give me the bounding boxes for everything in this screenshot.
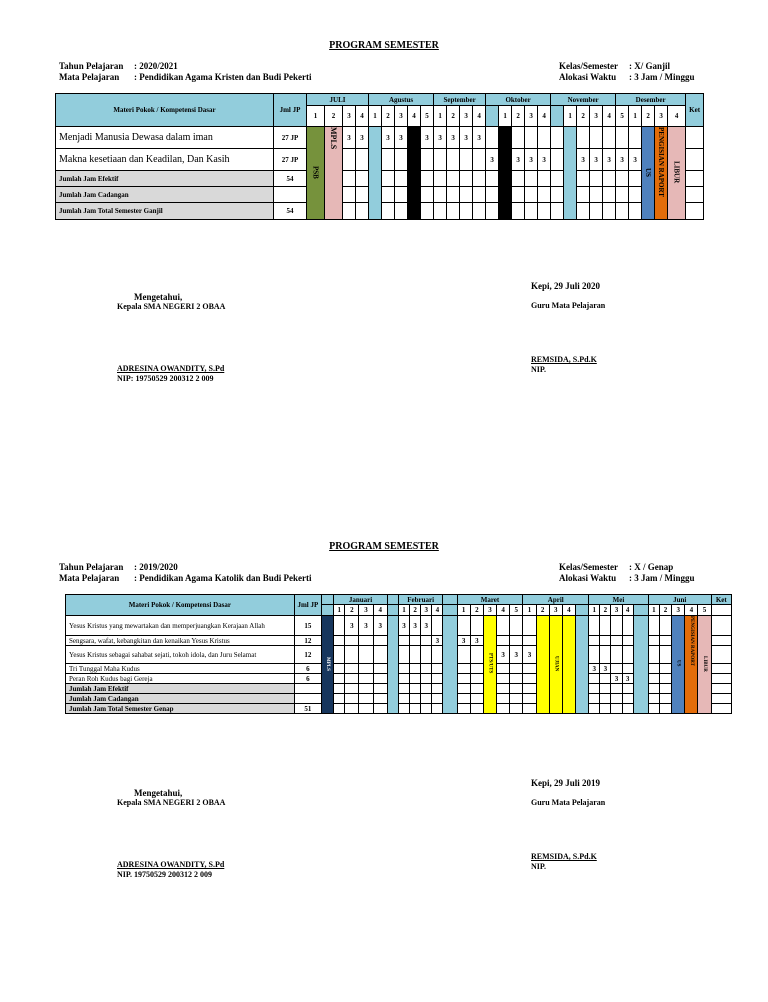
- month-juli: JULI: [307, 94, 369, 106]
- alokasi-label: Alokasi Waktu: [559, 72, 617, 82]
- ganjil-sign-right: Kepi, 29 Juli 2020 Guru Mata Pelajaran REMSIDA, S.Pd.K NIP.: [531, 281, 606, 374]
- uts-block: PTS/UTS: [483, 616, 496, 714]
- mapel-value: : Pendidikan Agama Kristen dan Budi Pekerti: [134, 72, 312, 82]
- genap-info-right: Kelas/Semester : X / Genap Alokasi Waktu : 3 Jam / Minggu: [559, 562, 695, 583]
- month-desember: Desember: [616, 94, 686, 106]
- tahun-label: Tahun Pelajaran: [59, 61, 124, 71]
- month-oktober: Oktober: [486, 94, 551, 106]
- materi-name: Makna kesetiaan dan Keadilan, Dan Kasih: [56, 149, 274, 171]
- table-row: Tri Tunggal Maha Kudus 6 3 3: [66, 664, 732, 674]
- table-row: Yesus Kristus sebagai sahabat sejati, tokoh idola, dan Juru Selamat 12 3 3 3: [66, 646, 732, 664]
- mpls-block: MPLS: [325, 127, 343, 220]
- mapel-label: Mata Pelajaran: [59, 72, 120, 82]
- rapor-block: PENGISIAN RAPORT: [655, 127, 668, 220]
- month-agustus: Agustus: [369, 94, 434, 106]
- genap-sign-left: Mengetahui, Kepala SMA NEGERI 2 OBAA ADRESINA OWANDITY, S.Pd NIP. 19750529 200312 2 009: [117, 788, 226, 879]
- tahun-value: : 2020/2021: [134, 61, 178, 71]
- ganjil-info-left: [59, 61, 312, 83]
- kelas-value: : X/ Ganjil: [629, 61, 671, 71]
- ganjil-title: PROGRAM SEMESTER: [329, 40, 439, 51]
- table-row: Jumlah Jam Total Semester Genap 51: [66, 704, 732, 714]
- table-row: Jumlah Jam Efektif 54: [56, 171, 745, 187]
- table-row: Jumlah Jam Total Semester Ganjil 54: [56, 203, 745, 220]
- materi-jp: 27 JP: [274, 149, 307, 171]
- month-november: November: [551, 94, 616, 106]
- rapor-block: PENGISIAN RAPORT: [685, 616, 698, 714]
- ganjil-sign-left: Mengetahui, Kepala SMA NEGERI 2 OBAA ADRESINA OWANDITY, S.Pd NIP: 19750529 200312 2 009: [117, 292, 226, 383]
- psb-block: PSB: [307, 127, 325, 220]
- ganjil-info-right: [559, 61, 695, 83]
- table-row: Jumlah Jam Efektif: [66, 684, 732, 694]
- materi-jp: 27 JP: [274, 127, 307, 149]
- genap-title: PROGRAM SEMESTER: [329, 541, 439, 552]
- ganjil-schedule-table: Materi Pokok / Kompetensi Dasar Jml JP JULI Agustus September Oktober November Desember Ket 1 2 3 4 1 2 3 4 5 1 2 3 4 1 2 3 4 1 2 3 4 5 1 2 3 4 Menjadi Manusia Dewasa dalam iman 27 JP PSB MPLS 3 3 3 3 3 3 3 3 3 US PENGISIAN RAPORT LIBUR Makna kesetiaan dan Keadilan, Dan Kasih 27 JP 3 3 3 3 3 3 3 3 3 Jumlah Jam Efektif 54 Jumlah Jam Cadangan Jumlah Jam Total Semester Ganjil 54: [55, 93, 745, 220]
- genap-info-left: Tahun Pelajaran : 2019/2020 Mata Pelajaran : Pendidikan Agama Katolik dan Budi Pekerti: [59, 562, 312, 583]
- table-row: Jumlah Jam Cadangan: [56, 187, 745, 203]
- us-block: US: [642, 127, 655, 220]
- head-materi: Materi Pokok / Kompetensi Dasar: [56, 94, 274, 127]
- table-row: Yesus Kristus yang mewartakan dan memperjuangkan Kerajaan Allah 15 MPLS 3 3 3 3 3 3 PTS/UTS UJIAN US PENGISIAN RAPORT LIBUR: [66, 616, 732, 636]
- table-row: Sengsara, wafat, kebangkitan dan kenaikan Yesus Kristus 12 3 3 3: [66, 636, 732, 646]
- table-row: Makna kesetiaan dan Keadilan, Dan Kasih 27 JP 3 3 3 3 3 3 3 3 3: [56, 149, 745, 171]
- ujian-block: UJIAN: [549, 616, 562, 714]
- libur-block: LIBUR: [698, 616, 711, 714]
- genap-schedule-table: Materi Pokok / Kompetensi Dasar Jml JP Januari Februari Maret April Mei Juni Ket 1 2 3 4 1 2 3 4 1 2 3 4 5 1 2 3 4 1 2 3 4 1 2 3 4 5 Yesus Kristus yang mewartakan dan memperjuangkan Kerajaan Allah 15 MPLS 3 3 3 3 3 3 PTS/UTS UJIAN US PENGISIAN RAPORT LIBUR Sengsara, wafat, kebangkitan dan kenaikan Yesus Kristus 12 3 3 3 Yesus Kristus sebagai sahabat sejati, tokoh idola, dan Juru Selamat 12 3 3 3 Tri Tunggal Maha Kudus 6 3 3 Peran Roh Kudus bagi Gereja 6 3 3 Jumlah Jam Efektif Jumlah Jam Cadangan Jumlah Jam Total Semester Genap 51: [65, 594, 732, 714]
- head-ket: Ket: [686, 94, 704, 127]
- mpls-block: MPLS: [322, 616, 334, 714]
- libur-block: LIBUR: [668, 127, 686, 220]
- month-september: September: [434, 94, 486, 106]
- head-jml: Jml JP: [274, 94, 307, 127]
- alokasi-value: : 3 Jam / Minggu: [629, 72, 695, 82]
- genap-sign-right: Kepi, 29 Juli 2019 Guru Mata Pelajaran REMSIDA, S.Pd.K NIP.: [531, 778, 606, 871]
- table-row: Menjadi Manusia Dewasa dalam iman 27 JP PSB MPLS 3 3 3 3 3 3 3 3 3 US PENGISIAN RAPORT LIBUR: [56, 127, 745, 149]
- table-row: Jumlah Jam Cadangan: [66, 694, 732, 704]
- kelas-label: Kelas/Semester: [559, 61, 618, 71]
- us-block: US: [672, 616, 685, 714]
- materi-name: Menjadi Manusia Dewasa dalam iman: [56, 127, 274, 149]
- table-row: Peran Roh Kudus bagi Gereja 6 3 3: [66, 674, 732, 684]
